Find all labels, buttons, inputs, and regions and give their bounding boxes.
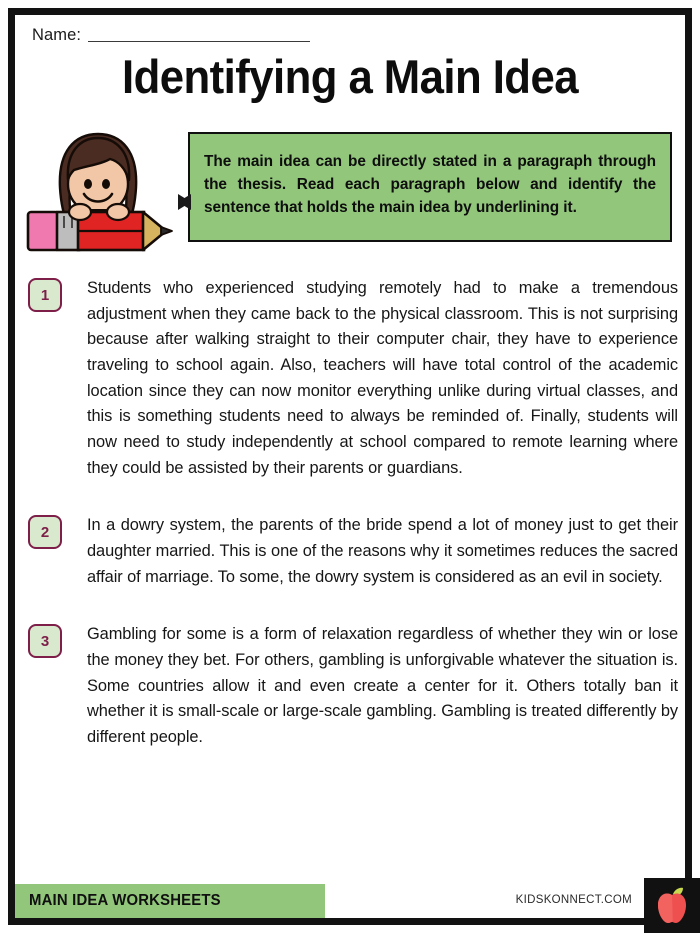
instruction-callout: [188, 132, 672, 242]
apple-icon: [654, 886, 690, 924]
name-input-line[interactable]: [88, 41, 310, 42]
question-number-badge: 1: [28, 278, 62, 312]
footer-band-label: MAIN IDEA WORKSHEETS: [29, 892, 221, 909]
name-field-row: [32, 27, 310, 44]
question-item: [0, 622, 700, 750]
instruction-text: The main idea can be directly stated in a paragraph through the thesis. Read each paragraph below and identify the sentence that holds the main idea by underlining it.: [204, 153, 656, 217]
question-number-badge: 2: [28, 515, 62, 549]
footer-title-band: [15, 884, 325, 918]
question-item: [0, 513, 700, 590]
question-paragraph[interactable]: Gambling for some is a form of relaxation regardless of whether they win or lose the money they bet. For others, gambling is unforgivable whatever the situation is. Some countries allow it and even create a center for it. Others totally ban it whether it is small-scale or large-scale gambling. Gambling is treated differently by different people.: [87, 625, 678, 747]
page-title: Identifying a Main Idea: [122, 50, 578, 103]
question-paragraph[interactable]: Students who experienced studying remotely had to make a tremendous adjustment when they came back to the physical classroom. This is not surprising because after walking straight to their computer chair, they have to experience traveling to school again. Also, teachers will have total control of the academic location since they can now monitor everything unlike during virtual classes, and this is something students need to always be reminded of. Finally, students will now need to study independently at school compared to remote learning where they could be assisted by their parents or guardians.: [87, 279, 678, 477]
name-label: Name:: [32, 26, 82, 44]
question-item: [0, 276, 700, 481]
question-number-badge: 3: [28, 624, 62, 658]
question-paragraph[interactable]: In a dowry system, the parents of the bride spend a lot of money just to get their daughter married. This is one of the reasons why it sometimes reduces the sacred affair of marriage. To some, the dowry system is considered as an evil in society.: [87, 516, 678, 586]
footer-logo-corner: [644, 878, 700, 933]
question-list: [0, 276, 700, 783]
girl-with-pencil-illustration: [14, 128, 184, 258]
callout-tail-icon: [178, 194, 191, 210]
footer-site-label: KIDSKONNECT.COM: [515, 894, 632, 906]
